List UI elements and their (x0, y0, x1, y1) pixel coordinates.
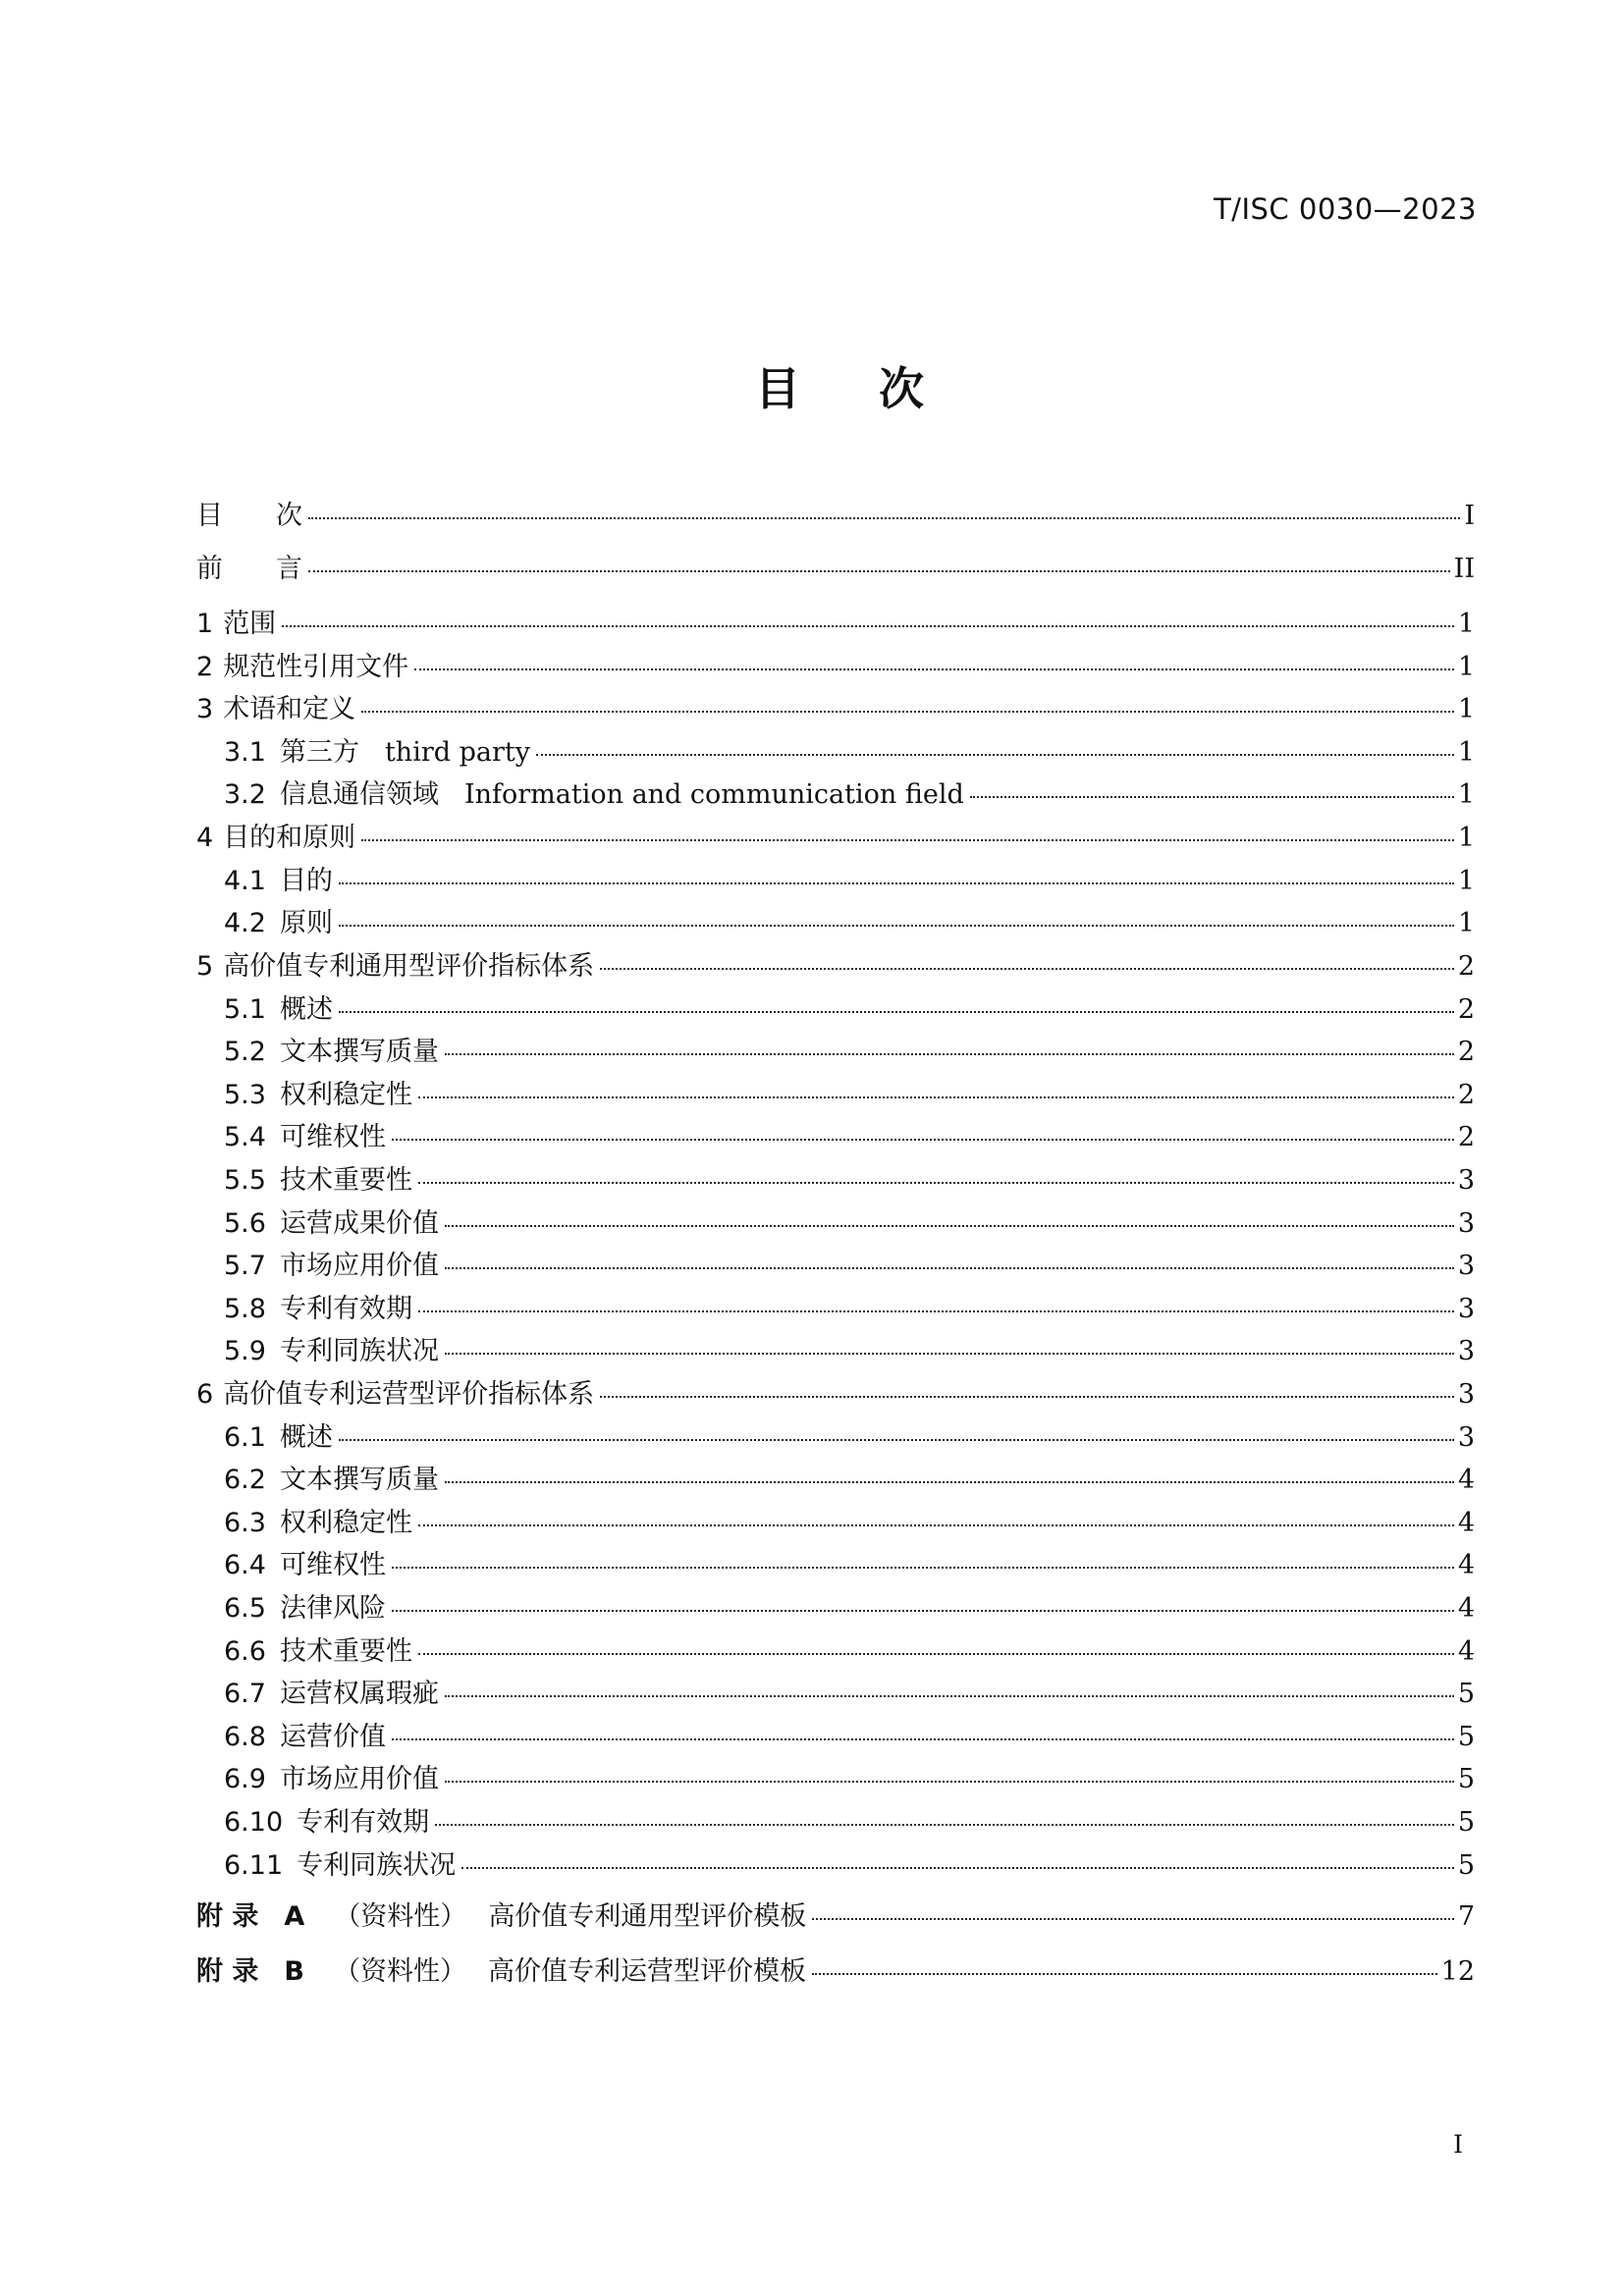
toc-entry-title: 运营权属瑕疵 (279, 1679, 439, 1709)
toc-subentry[interactable] (224, 1201, 1475, 1240)
dot-leader (339, 985, 1454, 1013)
toc-entry-number: 6.3 (224, 1508, 266, 1538)
toc-entry-title: 目的和原则 (223, 823, 356, 853)
toc-entry-page: 5 (1457, 1807, 1475, 1838)
toc-entry-appendix-a[interactable] (196, 1895, 1475, 1933)
dot-leader (361, 813, 1454, 841)
toc-entry-title: 概述 (279, 994, 333, 1025)
toc-subentry[interactable] (224, 901, 1475, 939)
toc-entry-number: 3.1 (224, 737, 266, 768)
dot-leader (339, 1413, 1454, 1441)
toc-entry-label: 次 (276, 501, 302, 531)
toc-entry-number: 5.8 (224, 1294, 266, 1324)
dot-leader (392, 1712, 1454, 1740)
toc-entry-title: 专利同族状况 (279, 1336, 439, 1366)
dot-leader (282, 599, 1454, 627)
toc-entry-page: 2 (1457, 1037, 1475, 1067)
toc-entry-number: 6.8 (224, 1722, 266, 1752)
toc-entry-title: 概述 (279, 1422, 333, 1453)
toc-subentry[interactable] (224, 1415, 1475, 1454)
toc-entry-page: 5 (1457, 1764, 1475, 1794)
toc-subentry[interactable] (224, 1030, 1475, 1068)
toc-subentry[interactable] (224, 1073, 1475, 1111)
toc-entry-title: 术语和定义 (223, 694, 356, 724)
toc-entry-number: 6.7 (224, 1679, 266, 1709)
title-part-1: 目 (755, 362, 800, 415)
dot-leader (445, 1199, 1454, 1227)
toc-subentry[interactable] (224, 1757, 1475, 1795)
toc-subentry[interactable] (224, 773, 1475, 811)
dot-leader (445, 1669, 1454, 1697)
toc-entry-page: 3 (1457, 1208, 1475, 1239)
toc-subentry[interactable] (224, 1543, 1475, 1581)
toc-entry-page: 1 (1457, 908, 1475, 938)
appendix-prefix: 附 录 (196, 1956, 259, 1987)
dot-leader (418, 1627, 1454, 1655)
toc-entry-number: 5.3 (224, 1080, 266, 1110)
dot-leader (445, 1027, 1454, 1055)
toc-entry-number: 2 (196, 652, 214, 682)
toc-entry-page: 3 (1457, 1251, 1475, 1281)
toc-subentry[interactable] (224, 1586, 1475, 1625)
toc-entry[interactable] (196, 816, 1475, 854)
toc-entry[interactable] (196, 1372, 1475, 1411)
dot-leader (418, 1284, 1454, 1312)
toc-entry-page: 1 (1457, 823, 1475, 853)
dot-leader (435, 1797, 1454, 1826)
toc-entry-number: 5.6 (224, 1208, 266, 1239)
toc-subentry[interactable] (224, 1329, 1475, 1367)
toc-subentry[interactable] (224, 1244, 1475, 1282)
toc-entry-title: 信息通信领域 (279, 779, 439, 810)
dot-leader (970, 770, 1454, 798)
toc-entry-number: 6.10 (224, 1807, 284, 1838)
title-part-2: 次 (879, 362, 924, 415)
toc-entry-page: 1 (1457, 866, 1475, 896)
toc-entry-page: 2 (1457, 1080, 1475, 1110)
toc-entry-page: II (1453, 554, 1475, 584)
dot-leader (418, 1155, 1454, 1184)
dot-leader (339, 856, 1454, 884)
toc-entry-title: 专利有效期 (279, 1294, 412, 1324)
appendix-title: 高价值专利运营型评价模板 (488, 1956, 806, 1987)
toc-entry-title: 第三方 (279, 737, 359, 768)
page-number: I (1453, 2130, 1463, 2159)
toc-subentry[interactable] (224, 730, 1475, 769)
dot-leader (392, 1583, 1454, 1612)
toc-entry-number: 5.2 (224, 1037, 266, 1067)
toc-entry[interactable] (196, 602, 1475, 640)
dot-leader (812, 1947, 1437, 1975)
toc-entry[interactable] (196, 944, 1475, 983)
toc-entry-number: 6.6 (224, 1636, 266, 1667)
toc-entry-title: 可维权性 (279, 1122, 386, 1152)
toc-subentry[interactable] (224, 1158, 1475, 1197)
toc-subentry[interactable] (224, 859, 1475, 897)
toc-entry-page: 4 (1457, 1550, 1475, 1580)
dot-leader (392, 1112, 1454, 1141)
toc-subentry[interactable] (224, 1843, 1475, 1882)
toc-entry-title: 文本撰写质量 (279, 1037, 439, 1067)
toc-entry-label: 前 (196, 554, 223, 584)
toc-subentry[interactable] (224, 1287, 1475, 1325)
toc-entry-number: 5.1 (224, 994, 266, 1025)
toc-entry-contents[interactable] (196, 494, 1475, 532)
toc-entry-title: 原则 (279, 908, 333, 938)
toc-entry-foreword[interactable] (196, 547, 1475, 585)
dot-leader (414, 642, 1454, 670)
dot-leader (418, 1070, 1454, 1098)
toc-entry-page: I (1464, 501, 1475, 531)
toc-entry-number: 6.2 (224, 1465, 266, 1495)
appendix-letter: A (284, 1901, 305, 1932)
toc-entry-title: 权利稳定性 (279, 1080, 412, 1110)
dot-leader (445, 1241, 1454, 1269)
toc-entry-title: 技术重要性 (279, 1165, 412, 1196)
toc-entry-page: 5 (1457, 1679, 1475, 1709)
dot-leader (445, 1754, 1454, 1783)
toc-entry-page: 7 (1457, 1901, 1475, 1932)
toc-entry-number: 6.5 (224, 1593, 266, 1624)
toc-entry-number: 4 (196, 823, 214, 853)
toc-entry-english: Information and communication field (463, 779, 964, 810)
dot-leader (812, 1892, 1454, 1920)
document-number: T/ISC 0030—2023 (1213, 192, 1477, 226)
dot-leader (445, 1455, 1454, 1483)
toc-entry-page: 4 (1457, 1636, 1475, 1667)
toc-entry-page: 2 (1457, 994, 1475, 1025)
toc-entry-number: 5.7 (224, 1251, 266, 1281)
toc-entry-title: 文本撰写质量 (279, 1465, 439, 1495)
toc-entry-number: 5.4 (224, 1122, 266, 1152)
toc-subentry[interactable] (224, 988, 1475, 1026)
toc-entry-appendix-b[interactable] (196, 1949, 1475, 1988)
toc-entry[interactable] (196, 645, 1475, 683)
toc-entry-page: 5 (1457, 1722, 1475, 1752)
appendix-prefix: 附 录 (196, 1901, 259, 1932)
dot-leader (308, 491, 1460, 519)
toc-subentry[interactable] (224, 1115, 1475, 1153)
toc-entry[interactable] (196, 687, 1475, 725)
dot-leader (339, 898, 1454, 927)
toc-subentry[interactable] (224, 1629, 1475, 1668)
appendix-nature: （资料性） (334, 1901, 467, 1932)
toc-entry-number: 6.9 (224, 1764, 266, 1794)
toc-entry-page: 4 (1457, 1508, 1475, 1538)
toc-entry-page: 1 (1457, 737, 1475, 768)
toc-entry-page: 4 (1457, 1465, 1475, 1495)
toc-entry-page: 12 (1440, 1956, 1475, 1987)
toc-entry-title: 专利同族状况 (297, 1850, 457, 1881)
dot-leader (361, 684, 1454, 713)
toc-entry-title: 可维权性 (279, 1550, 386, 1580)
toc-subentry[interactable] (224, 1458, 1475, 1496)
toc-entry-number: 5.9 (224, 1336, 266, 1366)
toc-entry-page: 1 (1457, 694, 1475, 724)
toc-subentry[interactable] (224, 1800, 1475, 1839)
toc-entry-title: 市场应用价值 (279, 1764, 439, 1794)
toc-entry-title: 范围 (223, 609, 277, 639)
toc-entry-number: 3.2 (224, 779, 266, 810)
dot-leader (600, 941, 1454, 970)
dot-leader (418, 1498, 1454, 1526)
toc-entry-page: 2 (1457, 1122, 1475, 1152)
toc-entry-page: 2 (1457, 951, 1475, 982)
toc-entry-number: 5.5 (224, 1165, 266, 1196)
toc-entry-title: 权利稳定性 (279, 1508, 412, 1538)
toc-entry-page: 5 (1457, 1850, 1475, 1881)
toc-entry-page: 4 (1457, 1593, 1475, 1624)
toc-subentry[interactable] (224, 1672, 1475, 1710)
toc-entry-page: 1 (1457, 652, 1475, 682)
toc-entry-number: 6.4 (224, 1550, 266, 1580)
toc-entry-page: 3 (1457, 1165, 1475, 1196)
toc-entry-number: 6 (196, 1379, 214, 1410)
toc-entry-page: 3 (1457, 1422, 1475, 1453)
appendix-nature: （资料性） (334, 1956, 466, 1987)
toc-entry-title: 高价值专利运营型评价指标体系 (223, 1379, 595, 1410)
dot-leader (461, 1841, 1454, 1869)
appendix-letter: B (284, 1956, 304, 1987)
toc-entry-page: 3 (1457, 1336, 1475, 1366)
dot-leader (445, 1326, 1454, 1355)
toc-entry-label: 言 (276, 554, 302, 584)
toc-entry-number: 3 (196, 694, 214, 724)
toc-entry-number: 5 (196, 951, 214, 982)
toc-entry-number: 6.11 (224, 1850, 284, 1881)
toc-entry-title: 高价值专利通用型评价指标体系 (223, 951, 595, 982)
toc-entry-number: 6.1 (224, 1422, 266, 1453)
toc-subentry[interactable] (224, 1715, 1475, 1753)
appendix-title: 高价值专利通用型评价模板 (488, 1901, 807, 1932)
toc-entry-page: 3 (1457, 1294, 1475, 1324)
toc-entry-number: 4.2 (224, 908, 266, 938)
toc-entry-title: 技术重要性 (279, 1636, 412, 1667)
toc-entry-title: 运营价值 (279, 1722, 386, 1752)
toc-entry-title: 法律风险 (279, 1593, 386, 1624)
toc-entry-title: 专利有效期 (297, 1807, 430, 1838)
dot-leader (600, 1369, 1454, 1398)
toc-entry-page: 1 (1457, 609, 1475, 639)
toc-entry-title: 市场应用价值 (279, 1251, 439, 1281)
dot-leader (308, 544, 1450, 572)
toc-subentry[interactable] (224, 1501, 1475, 1539)
toc-entry-title: 规范性引用文件 (223, 652, 409, 682)
toc-entry-label: 目 (196, 501, 223, 531)
dot-leader (536, 727, 1454, 756)
dot-leader (392, 1540, 1454, 1569)
toc-entry-number: 1 (196, 609, 214, 639)
toc-entry-title: 目的 (279, 866, 333, 896)
toc-entry-english: third party (384, 737, 530, 768)
toc-entry-page: 3 (1457, 1379, 1475, 1410)
toc-entry-number: 4.1 (224, 866, 266, 896)
toc-entry-title: 运营成果价值 (279, 1208, 439, 1239)
toc-entry-page: 1 (1457, 779, 1475, 810)
